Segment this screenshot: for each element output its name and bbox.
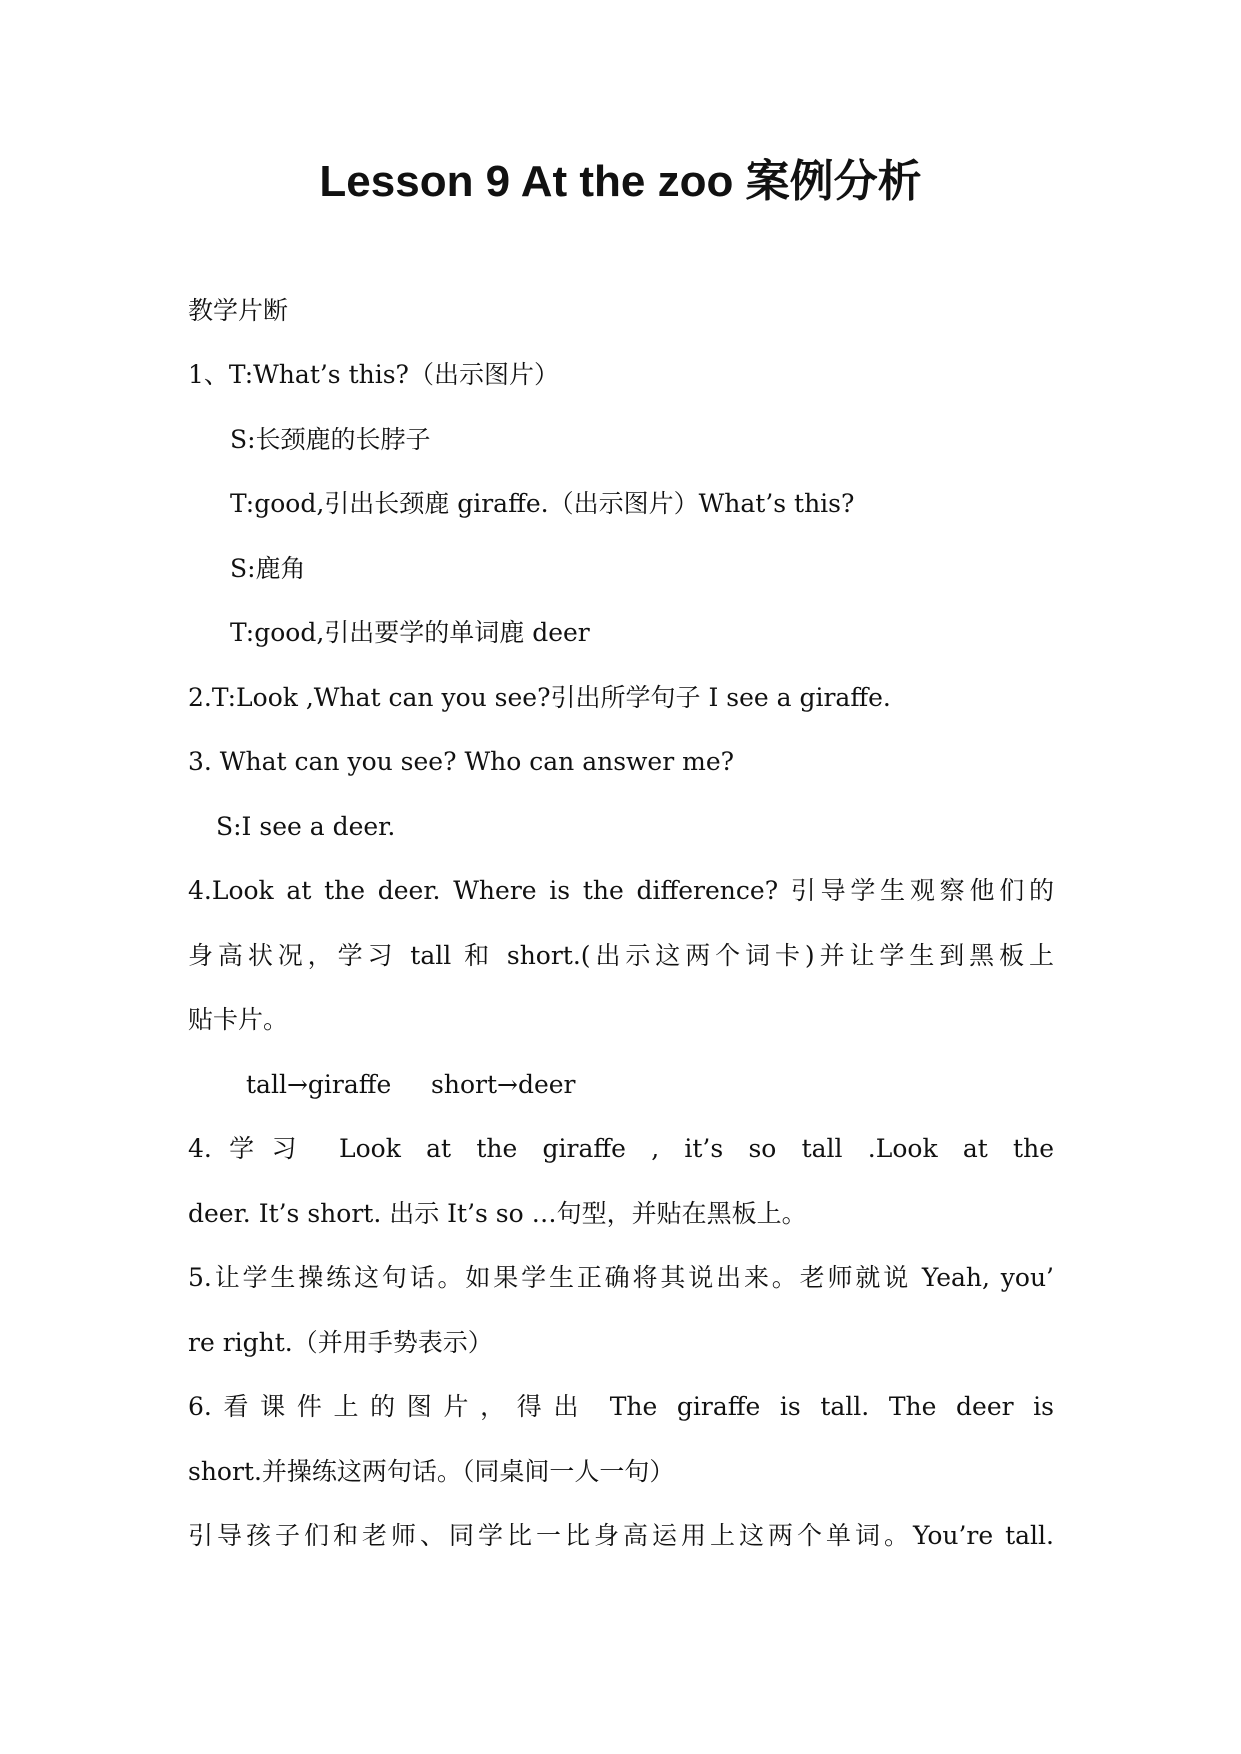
text-line: short.并操练这两句话。（同桌间一人一句） bbox=[188, 1457, 675, 1486]
text-line: tall→giraffe short→deer bbox=[246, 1070, 576, 1099]
text-line: 3. What can you see? Who can answer me? bbox=[188, 747, 735, 776]
text-line: 1、T:What’s this?（出示图片） bbox=[188, 360, 559, 389]
text-line: deer. It’s short. 出示 It’s so …句型，并贴在黑板上。 bbox=[188, 1199, 807, 1228]
text-line: 6.看课件上的图片，得出 The giraffe is tall. The deer is bbox=[188, 1392, 1054, 1421]
text-line: 身高状况，学习 tall 和 short.(出示这两个词卡)并让学生到黑板上 bbox=[188, 941, 1054, 970]
text-line: 2.T:Look ,What can you see?引出所学句子 I see a giraffe. bbox=[188, 683, 891, 712]
text-line: S:鹿角 bbox=[230, 554, 306, 583]
text-line: T:good,引出长颈鹿 giraffe.（出示图片）What’s this? bbox=[230, 489, 855, 518]
text-line: 5.让学生操练这句话。如果学生正确将其说出来。老师就说 Yeah, you’ bbox=[188, 1263, 1054, 1292]
section-heading: 教学片断 bbox=[188, 296, 289, 325]
text-line: T:good,引出要学的单词鹿 deer bbox=[230, 618, 590, 647]
text-line: 4.Look at the deer. Where is the difference? 引导学生观察他们的 bbox=[188, 876, 1054, 905]
text-line: 4.学习 Look at the giraffe , it’s so tall .Look at the bbox=[188, 1134, 1054, 1163]
document-title: Lesson 9 At the zoo 案例分析 bbox=[319, 157, 922, 206]
text-line: 贴卡片。 bbox=[188, 1005, 289, 1034]
text-line: S:长颈鹿的长脖子 bbox=[230, 425, 431, 454]
text-line: 引导孩子们和老师、同学比一比身高运用上这两个单词。You’re tall. bbox=[188, 1521, 1054, 1550]
text-line: S:I see a deer. bbox=[216, 812, 396, 841]
text-line: re right.（并用手势表示） bbox=[188, 1328, 493, 1357]
